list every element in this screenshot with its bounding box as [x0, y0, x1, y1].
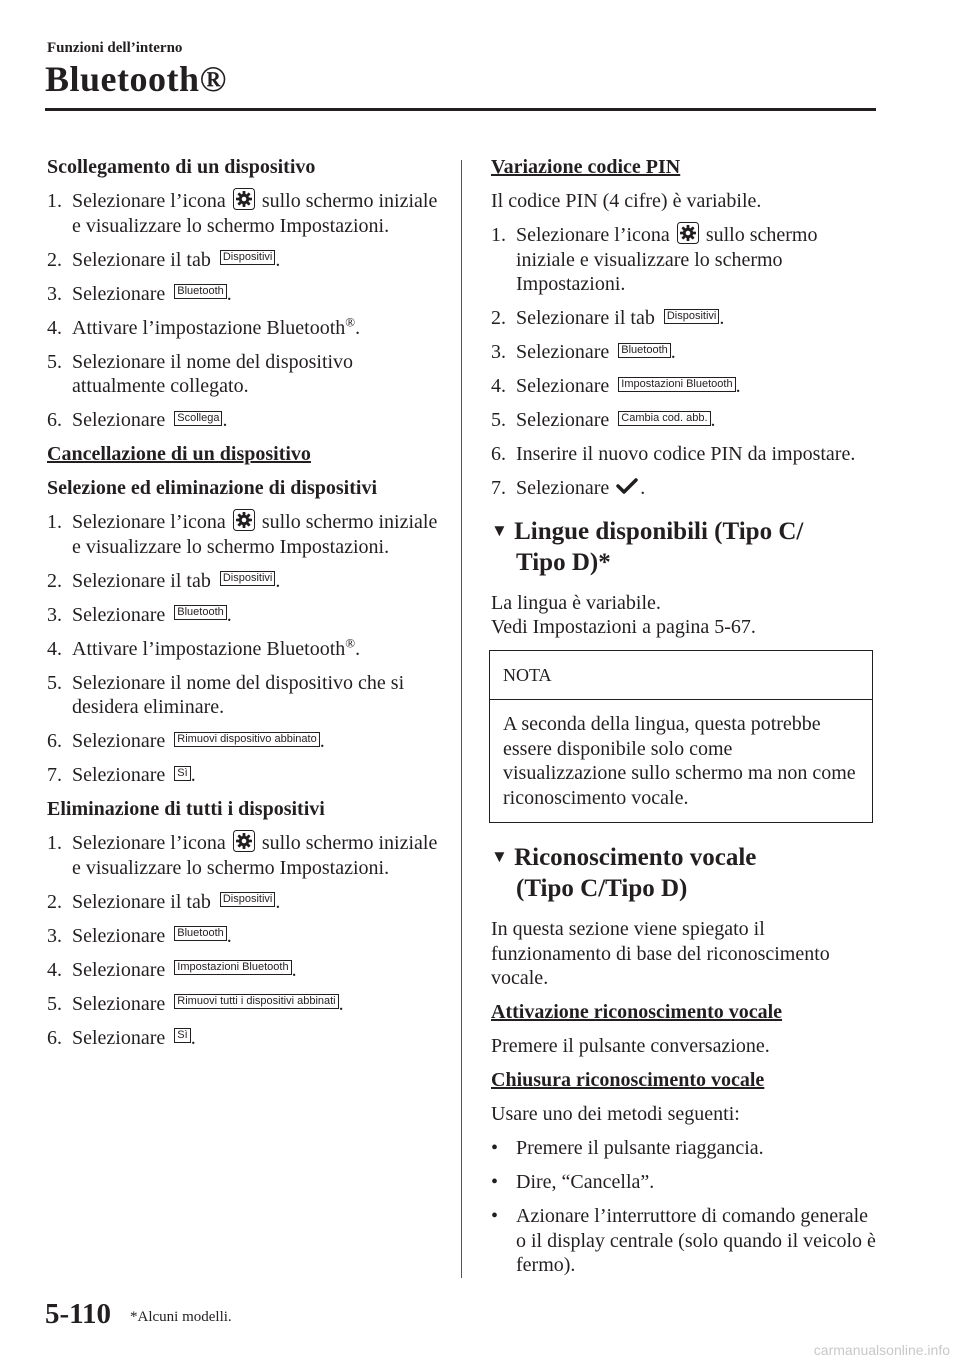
- screen-button-label: Dispositivi: [664, 309, 720, 324]
- step-item: [491, 306, 876, 331]
- screen-button-label: Bluetooth: [174, 284, 226, 299]
- languages-line1: La lingua è variabile.: [491, 591, 661, 614]
- subheading-delete-all: Eliminazione di tutti i dispositivi: [47, 798, 325, 820]
- heading-voice-line2: (Tipo C/Tipo D): [516, 875, 688, 902]
- step-item: [491, 223, 876, 297]
- step-number: 4.: [47, 958, 62, 981]
- step-number: 1.: [47, 832, 62, 854]
- step-item: [47, 924, 447, 949]
- step-text-part: .: [719, 307, 725, 329]
- step-item: [47, 569, 447, 594]
- step-item: [47, 1026, 447, 1051]
- screen-button-label: Dispositivi: [220, 250, 276, 265]
- step-number: 3.: [47, 603, 62, 626]
- step-text-part: Selezionare: [516, 409, 615, 431]
- step-text-part: Selezionare l’icona: [516, 224, 675, 246]
- step-text: [72, 763, 447, 788]
- header-divider: [45, 108, 876, 111]
- screen-button-label: Scollega: [174, 411, 222, 426]
- settings-gear-icon: [233, 188, 255, 210]
- heading-languages: [491, 517, 876, 577]
- step-text-part: .: [275, 569, 281, 592]
- step-text-part: sullo schermo iniziale e visualizzare lo schermo Impostazioni.: [516, 224, 818, 295]
- step-number: 1.: [47, 511, 62, 533]
- step-item: [47, 603, 447, 628]
- step-text-part: .: [222, 409, 228, 431]
- step-item: [47, 313, 447, 341]
- step-text: [516, 223, 876, 297]
- step-text: [72, 924, 447, 949]
- note-title: NOTA: [490, 651, 872, 701]
- step-text: [72, 510, 447, 559]
- step-text: [72, 890, 447, 915]
- close-text: Usare uno dei metodi seguenti:: [491, 1103, 740, 1125]
- step-text-part: .: [319, 730, 325, 752]
- step-text-part: .: [190, 764, 196, 786]
- step-number: 4.: [47, 637, 62, 660]
- bullet-dot-icon: •: [491, 1205, 499, 1227]
- step-text: [72, 350, 447, 399]
- step-text: [516, 476, 876, 501]
- screen-button-label: Impostazioni Bluetooth: [618, 377, 735, 392]
- checkmark-icon: [616, 477, 638, 495]
- watermark: carmanualsonline.info: [813, 1342, 950, 1358]
- step-text-part: Selezionare l’icona: [72, 190, 231, 212]
- bullet-text: Dire, “Cancella”.: [516, 1171, 655, 1193]
- section-heading-delete: Cancellazione di un dispositivo: [47, 443, 311, 465]
- activation-text: Premere il pulsante conversazione.: [491, 1035, 770, 1057]
- triangle-marker-icon: ▼: [491, 847, 508, 866]
- step-text-part: Selezionare il tab: [72, 890, 216, 913]
- step-text: [516, 340, 876, 365]
- bullet-list: [491, 1136, 876, 1278]
- step-text-part: Selezionare il tab: [72, 569, 216, 592]
- screen-button-label: Dispositivi: [220, 571, 276, 586]
- step-item: [47, 729, 447, 754]
- subheading-select-delete: Selezione ed eliminazione di dispositivi: [47, 477, 378, 499]
- step-text: [72, 408, 447, 433]
- heading-voice: [491, 843, 876, 903]
- step-number: 5.: [47, 992, 62, 1015]
- step-text: [72, 729, 447, 754]
- step-text: [516, 374, 876, 399]
- step-text: [72, 992, 447, 1017]
- step-text-part: .: [355, 637, 361, 660]
- screen-button-label: Sì: [174, 766, 190, 781]
- step-text-part: .: [640, 477, 646, 499]
- step-item: [47, 350, 447, 399]
- step-text-part: Inserire il nuovo codice PIN da impostare.: [516, 443, 856, 465]
- bullet-text: Azionare l’interruttore di comando generale o il display centrale (solo quando il veicolo è fermo).: [516, 1205, 876, 1276]
- step-text-part: sullo schermo iniziale e visualizzare lo schermo Impostazioni.: [72, 511, 438, 558]
- step-number: 2.: [47, 248, 62, 271]
- step-text-part: .: [735, 375, 741, 397]
- step-text: [72, 248, 447, 273]
- left-column: [47, 155, 447, 1060]
- step-item: [47, 763, 447, 788]
- step-item: [491, 442, 876, 467]
- step-text: [72, 282, 447, 307]
- step-text-part: Selezionare: [72, 958, 171, 981]
- step-number: 7.: [491, 477, 506, 499]
- note-box: [489, 650, 873, 824]
- heading-voice-line1: Riconoscimento vocale: [514, 844, 757, 871]
- step-text-part: .: [710, 409, 716, 431]
- pin-intro: Il codice PIN (4 cifre) è variabile.: [491, 190, 762, 212]
- triangle-marker-icon: ▼: [491, 520, 508, 540]
- step-text: [72, 634, 447, 662]
- screen-button-label: Rimuovi dispositivo abbinato: [174, 732, 319, 747]
- step-number: 2.: [47, 569, 62, 592]
- step-number: 6.: [47, 409, 62, 431]
- step-number: 2.: [47, 890, 62, 913]
- step-text: [72, 189, 447, 238]
- step-number: 3.: [491, 341, 506, 363]
- step-text-part: .: [226, 924, 232, 947]
- bullet-dot-icon: •: [491, 1137, 499, 1159]
- step-number: 6.: [491, 443, 506, 465]
- step-text: [516, 408, 876, 433]
- bullet-item: [491, 1136, 876, 1161]
- step-text: [72, 603, 447, 628]
- step-text-part: .: [338, 992, 344, 1015]
- step-number: 6.: [47, 730, 62, 752]
- subheading-close: Chiusura riconoscimento vocale: [491, 1069, 765, 1091]
- step-text-part: Selezionare il tab: [72, 248, 216, 271]
- section-label: Funzioni dell’interno: [47, 40, 183, 56]
- step-item: [491, 408, 876, 433]
- step-number: 1.: [47, 190, 62, 212]
- steps-disconnect: [47, 189, 447, 433]
- settings-gear-icon: [233, 830, 255, 852]
- step-text: [72, 1026, 447, 1051]
- step-item: [47, 282, 447, 307]
- screen-button-label: Cambia cod. abb.: [618, 411, 710, 426]
- step-number: 5.: [491, 409, 506, 431]
- step-text-part: Selezionare: [72, 409, 171, 431]
- step-item: [47, 992, 447, 1017]
- step-text-part: Selezionare: [72, 992, 171, 1015]
- step-number: 4.: [47, 316, 62, 339]
- screen-button-label: Sì: [174, 1028, 190, 1043]
- step-text-part: Selezionare l’icona: [72, 511, 231, 533]
- step-item: [47, 189, 447, 238]
- step-text: [72, 671, 447, 720]
- step-text-part: Attivare l’impostazione Bluetooth: [72, 316, 346, 339]
- step-text-part: sullo schermo iniziale e visualizzare lo schermo Impostazioni.: [72, 832, 438, 879]
- step-text-part: .: [190, 1026, 196, 1049]
- step-text: [516, 306, 876, 331]
- settings-gear-icon: [677, 222, 699, 244]
- step-text: [72, 569, 447, 594]
- step-text-part: Selezionare: [516, 477, 615, 499]
- section-heading-disconnect: Scollegamento di un dispositivo: [47, 156, 316, 178]
- step-text-part: Selezionare: [72, 1026, 171, 1049]
- right-column: [491, 155, 876, 1287]
- step-text-part: .: [670, 341, 676, 363]
- steps-pin: [491, 223, 876, 501]
- step-text-part: .: [275, 890, 281, 913]
- step-item: [491, 374, 876, 399]
- column-divider: [461, 160, 462, 1278]
- step-text-part: .: [226, 603, 232, 626]
- subheading-activation: Attivazione riconoscimento vocale: [491, 1001, 783, 1023]
- settings-gear-icon: [233, 509, 255, 531]
- screen-button-label: Bluetooth: [618, 343, 670, 358]
- step-number: 3.: [47, 924, 62, 947]
- step-text-part: Selezionare l’icona: [72, 832, 231, 854]
- step-text-part: Selezionare: [72, 764, 171, 786]
- step-number: 6.: [47, 1026, 62, 1049]
- step-text-part: Selezionare il nome del dispositivo attualmente collegato.: [72, 350, 354, 397]
- page-number: 5-110: [45, 1298, 112, 1330]
- step-text-part: Selezionare il tab: [516, 307, 660, 329]
- step-text-part: Selezionare: [72, 603, 171, 626]
- step-number: 3.: [47, 282, 62, 305]
- screen-button-label: Dispositivi: [220, 892, 276, 907]
- step-text-part: Selezionare: [72, 730, 171, 752]
- step-item: [47, 671, 447, 720]
- step-item: [47, 890, 447, 915]
- step-item: [491, 340, 876, 365]
- step-text-part: .: [291, 958, 297, 981]
- step-item: [47, 958, 447, 983]
- step-item: [47, 831, 447, 880]
- footnote: *Alcuni modelli.: [130, 1309, 232, 1325]
- step-text-part: sullo schermo iniziale e visualizzare lo schermo Impostazioni.: [72, 190, 438, 237]
- step-text: [72, 831, 447, 880]
- bullet-dot-icon: •: [491, 1171, 499, 1193]
- step-text: [72, 958, 447, 983]
- step-text-part: .: [275, 248, 281, 271]
- screen-button-label: Impostazioni Bluetooth: [174, 960, 291, 975]
- step-number: 5.: [47, 671, 62, 694]
- screen-button-label: Rimuovi tutti i dispositivi abbinati: [174, 994, 338, 1009]
- step-number: 5.: [47, 350, 62, 373]
- step-item: [47, 408, 447, 433]
- registered-mark: ®: [345, 634, 356, 650]
- languages-text: [491, 591, 876, 640]
- bullet-item: [491, 1204, 876, 1278]
- heading-languages-line2: Tipo D)*: [516, 548, 611, 576]
- step-text: [516, 442, 876, 467]
- step-text: [72, 313, 447, 341]
- step-text-part: Selezionare: [516, 341, 615, 363]
- step-number: 7.: [47, 764, 62, 786]
- step-item: [491, 476, 876, 501]
- step-item: [47, 634, 447, 662]
- screen-button-label: Bluetooth: [174, 605, 226, 620]
- step-text-part: Attivare l’impostazione Bluetooth: [72, 637, 346, 660]
- step-number: 1.: [491, 224, 506, 246]
- voice-intro: In questa sezione viene spiegato il funzionamento di base del riconoscimento vocale.: [491, 918, 830, 989]
- step-text-part: Selezionare: [72, 282, 171, 305]
- steps-delete-all: [47, 831, 447, 1050]
- heading-languages-line1: Lingue disponibili (Tipo C/: [514, 517, 804, 545]
- section-heading-pin: Variazione codice PIN: [491, 156, 681, 178]
- bullet-text: Premere il pulsante riaggancia.: [516, 1137, 764, 1159]
- step-number: 4.: [491, 375, 506, 397]
- step-item: [47, 248, 447, 273]
- languages-line2: Vedi Impostazioni a pagina 5-67.: [491, 616, 756, 638]
- step-item: [47, 510, 447, 559]
- registered-mark: ®: [345, 313, 356, 329]
- step-text-part: Selezionare il nome del dispositivo che si desidera eliminare.: [72, 671, 405, 718]
- step-number: 2.: [491, 307, 506, 329]
- page-title: Bluetooth®: [45, 59, 227, 99]
- step-text-part: Selezionare: [72, 924, 171, 947]
- step-text-part: .: [226, 282, 232, 305]
- note-body: A seconda della lingua, questa potrebbe essere disponibile solo come visualizzazione sullo schermo ma non come riconoscimento vocale.: [503, 713, 856, 809]
- steps-select-delete: [47, 510, 447, 788]
- screen-button-label: Bluetooth: [174, 926, 226, 941]
- bullet-item: [491, 1170, 876, 1195]
- step-text-part: Selezionare: [516, 375, 615, 397]
- step-text-part: .: [355, 316, 361, 339]
